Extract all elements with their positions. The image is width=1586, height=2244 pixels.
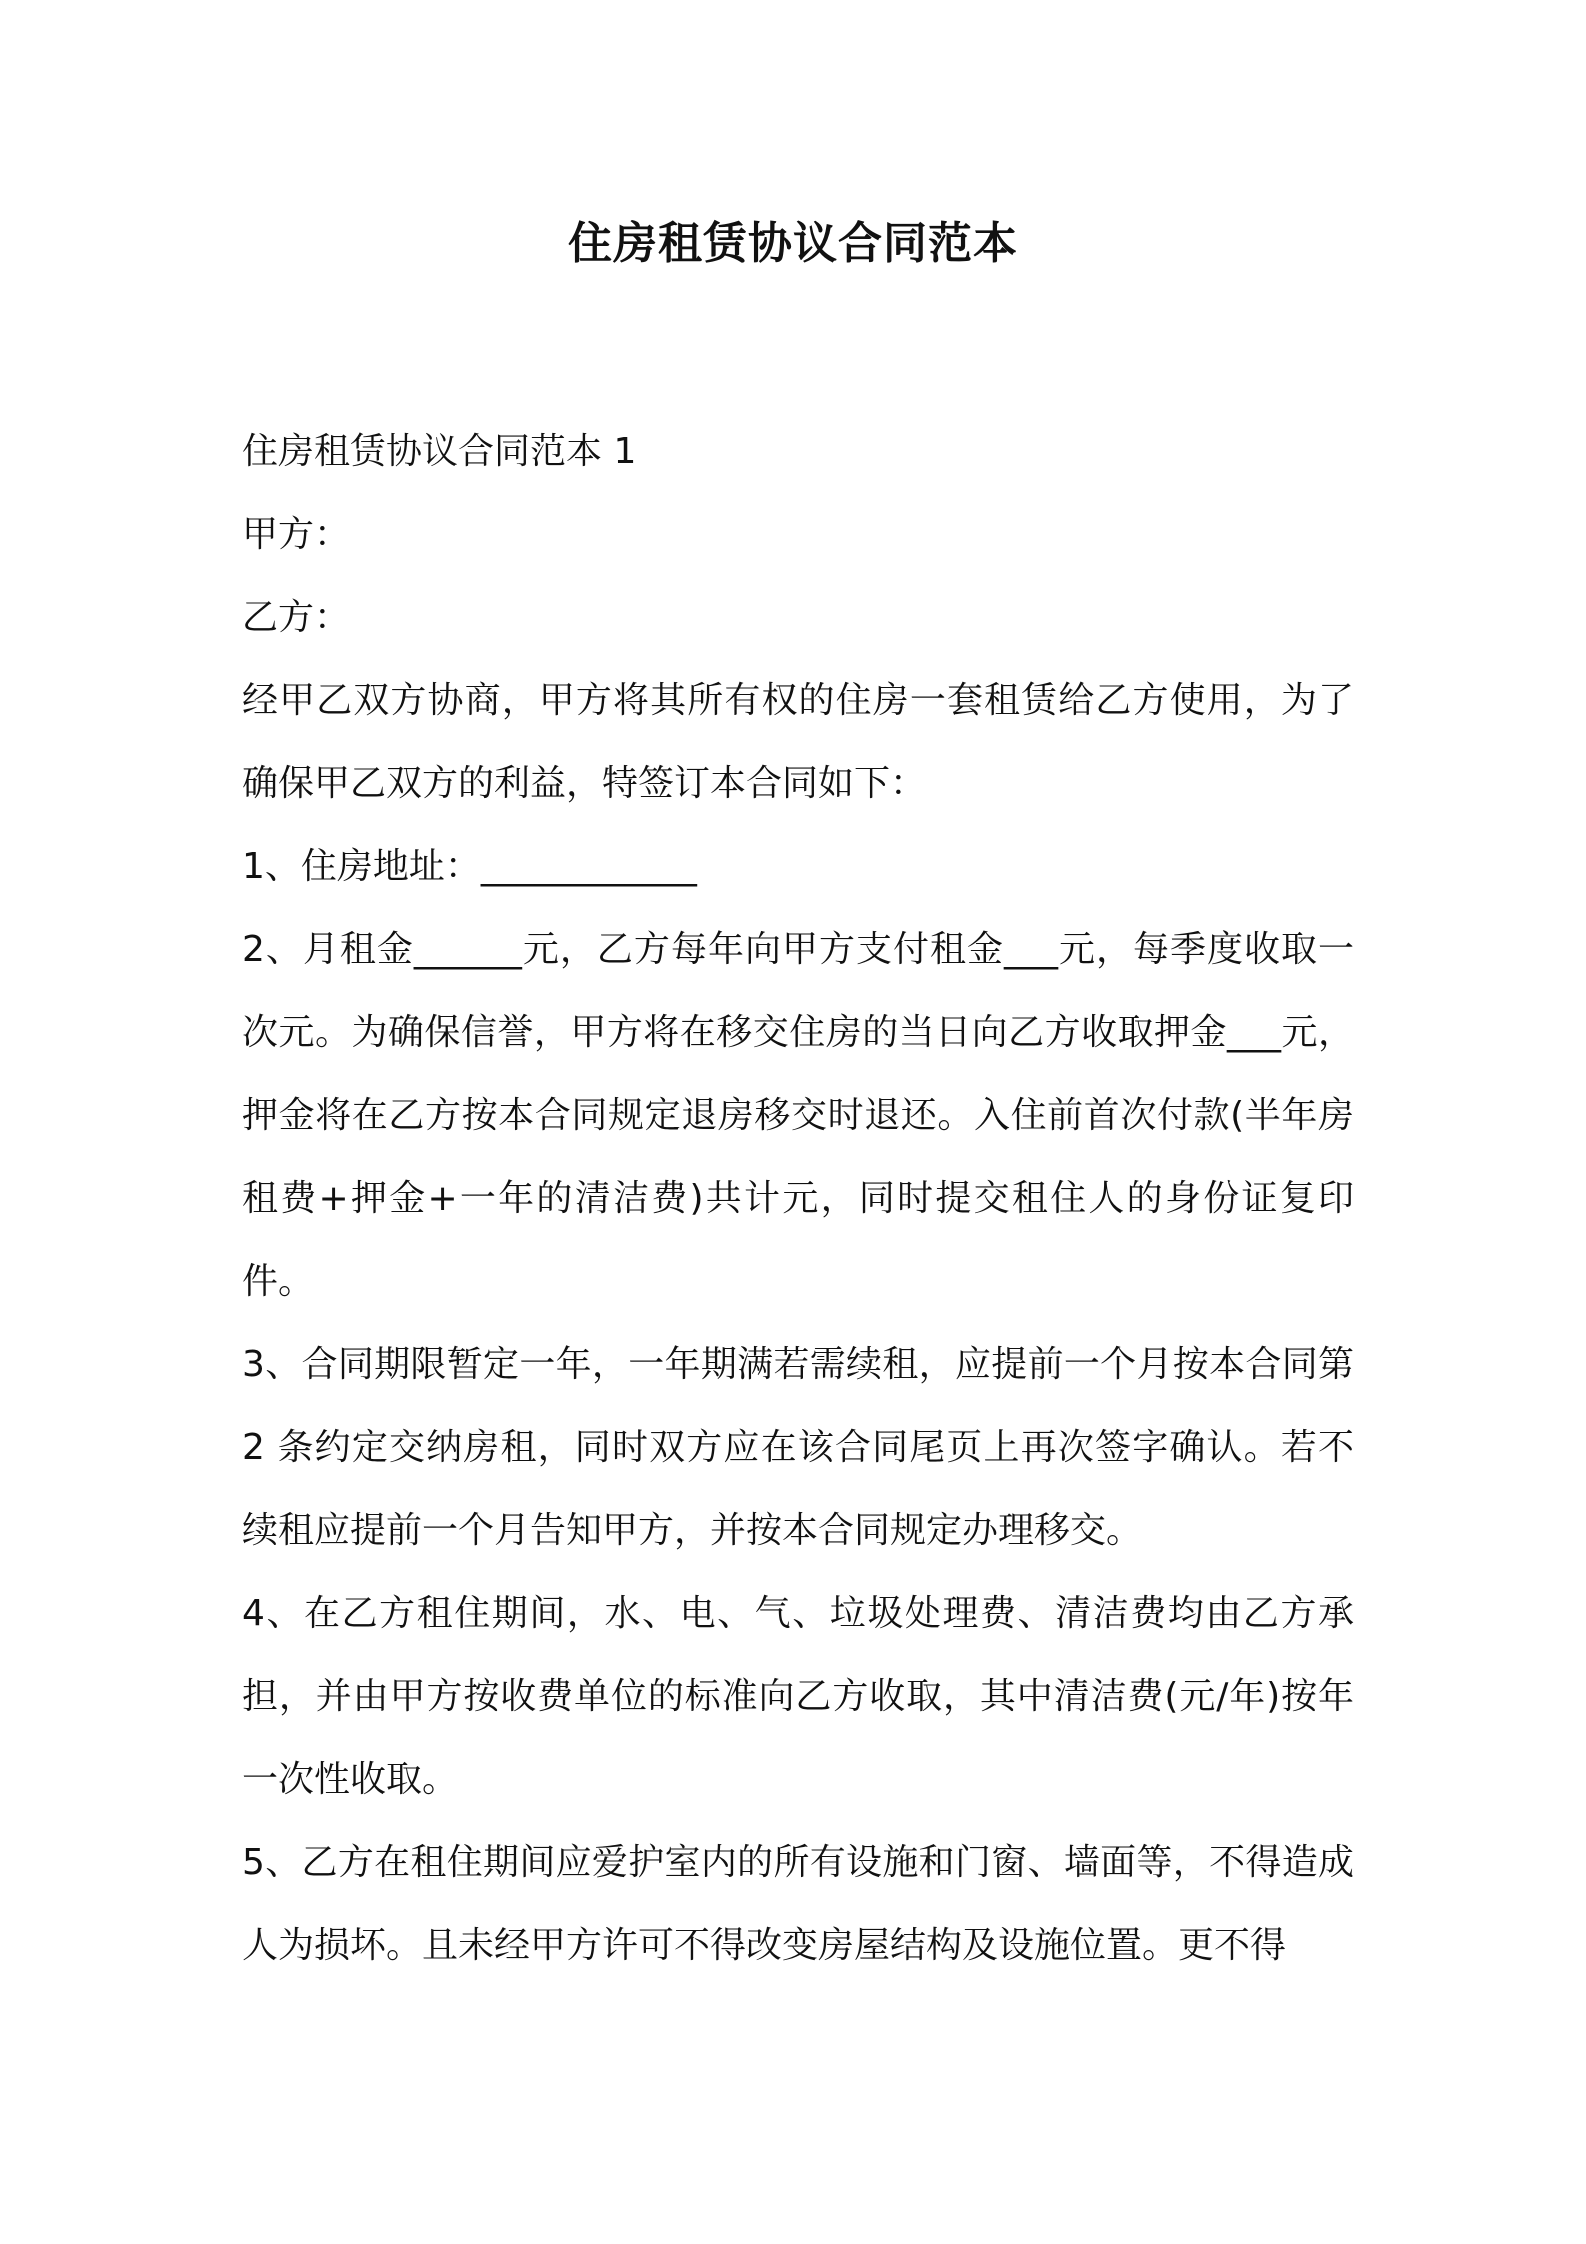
preamble-paragraph: 经甲乙双方协商，甲方将其所有权的住房一套租赁给乙方使用，为了确保甲乙双方的利益，特签订本合同如下： <box>242 680 1354 804</box>
clause-3: 3、合同期限暂定一年，一年期满若需续租，应提前一个月按本合同第 2 条约定交纳房租，同时双方应在该合同尾页上再次签字确认。若不续租应提前一个月告知甲方，并按本合同规定办理移交。 <box>242 1344 1354 1551</box>
clause-2: 2、月租金______元，乙方每年向甲方支付租金___元，每季度收取一次元。为确保信誉，甲方将在移交住房的当日向乙方收取押金___元，押金将在乙方按本合同规定退房移交时退还。入住前首次付款(半年房租费+押金+一年的清洁费)共计元，同时提交租住人的身份证复印件。 <box>242 929 1354 1302</box>
party-a-line: 甲方： <box>242 514 351 555</box>
party-b-line: 乙方： <box>242 597 351 638</box>
document-body <box>242 410 1354 1987</box>
section-heading: 住房租赁协议合同范本 1 <box>242 431 637 472</box>
clause-1: 1、住房地址：____________ <box>242 846 697 887</box>
clause-4: 4、在乙方租住期间，水、电、气、垃圾处理费、清洁费均由乙方承担，并由甲方按收费单位的标准向乙方收取，其中清洁费(元/年)按年一次性收取。 <box>242 1593 1354 1800</box>
document-title: 住房租赁协议合同范本 <box>568 218 1018 269</box>
clause-5: 5、乙方在租住期间应爱护室内的所有设施和门窗、墙面等，不得造成人为损坏。且未经甲方许可不得改变房屋结构及设施位置。更不得 <box>242 1842 1354 1966</box>
